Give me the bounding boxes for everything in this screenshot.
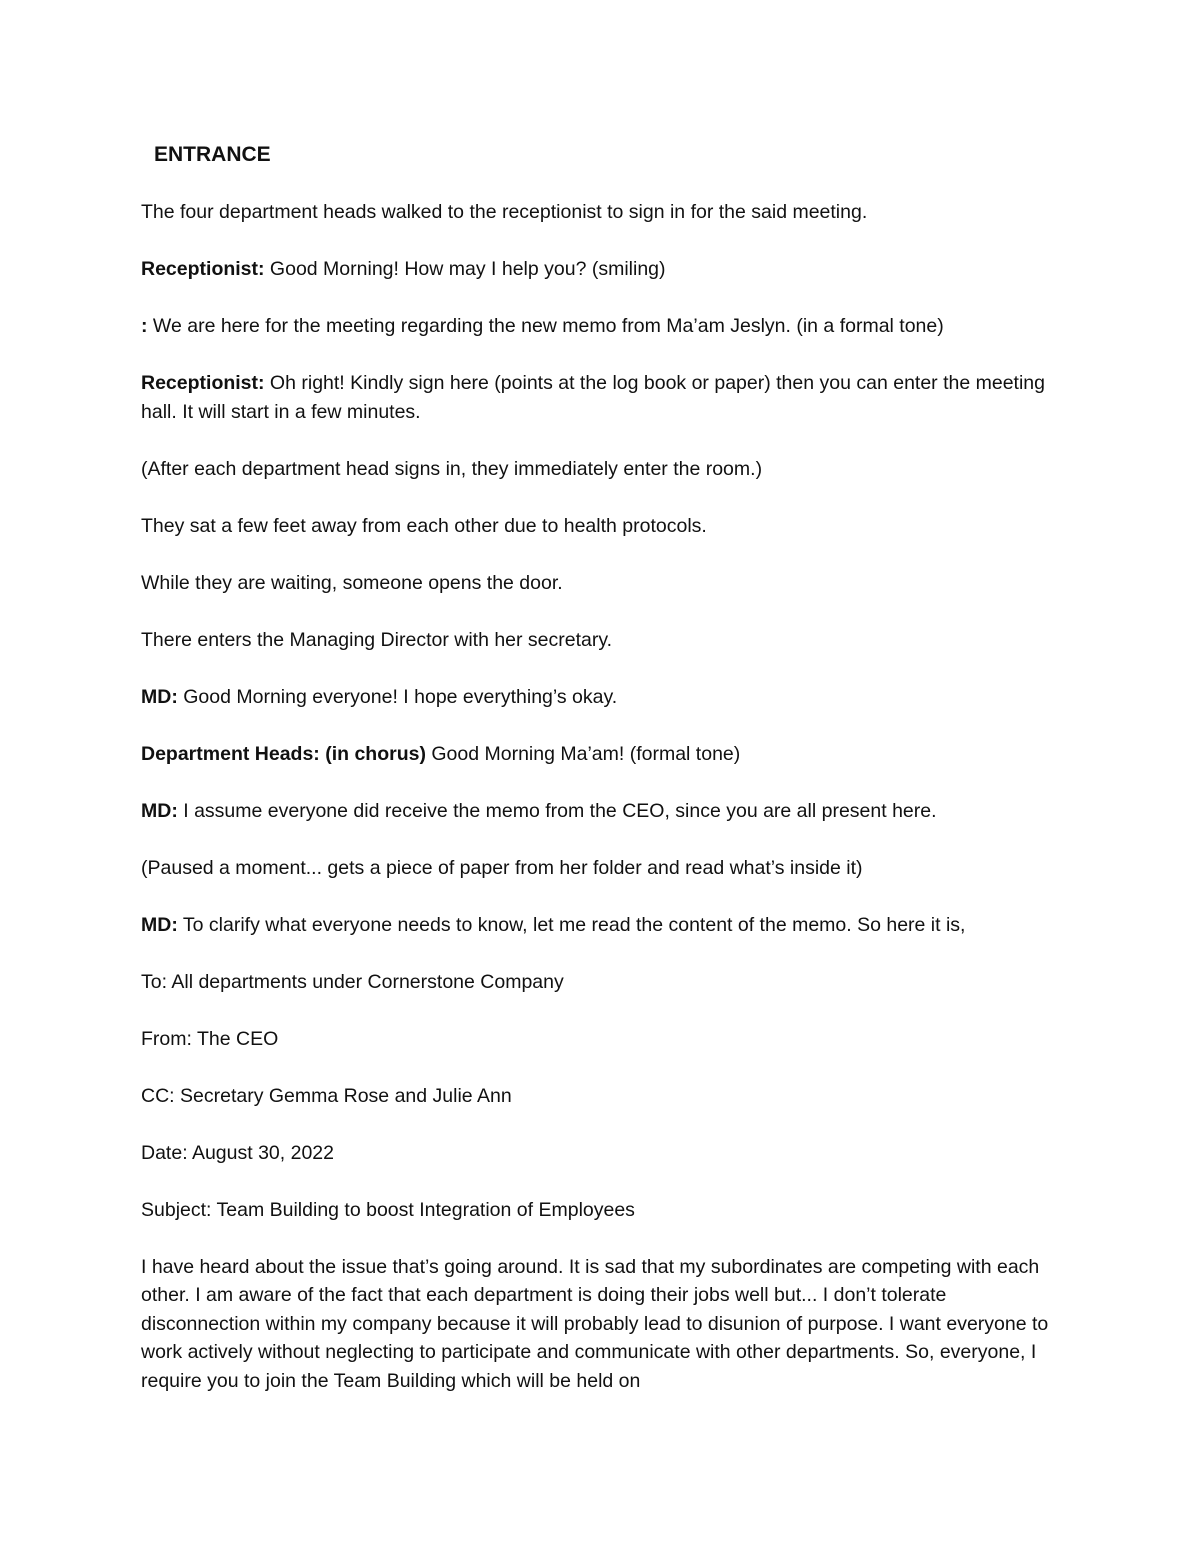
dialogue-text: To clarify what everyone needs to know, let me read the content of the memo. So here it is, — [177, 913, 966, 936]
speaker-label: MD: — [141, 913, 178, 936]
dialogue-text: Good Morning Ma’am! (formal tone) — [425, 742, 741, 765]
narration-text: The four department heads walked to the receptionist to sign in for the said meeting. — [141, 201, 868, 223]
dialogue-line-md — [141, 911, 1066, 940]
speaker-label: Receptionist: — [141, 258, 265, 280]
narration-paragraph — [141, 455, 1066, 484]
dialogue-text: We are here for the meeting regarding the new memo from Ma’am Jeslyn. (in a formal tone) — [147, 315, 944, 337]
dialogue-line-receptionist — [141, 369, 1066, 426]
memo-from-text: From: The CEO — [141, 1027, 279, 1050]
memo-to-line — [141, 968, 1066, 997]
dialogue-line-receptionist — [141, 255, 1066, 284]
memo-subject-text: Subject: Team Building to boost Integration of Employees — [141, 1198, 635, 1221]
dialogue-text: Good Morning everyone! I hope everything’s okay. — [177, 685, 618, 708]
document-content — [141, 140, 1066, 1395]
speaker-label: : — [141, 315, 148, 337]
memo-from-line — [141, 1025, 1066, 1054]
dialogue-text: Oh right! Kindly sign here (points at the log book or paper) then you can enter the meeting hall. It will start in a few minutes. — [141, 372, 1045, 423]
memo-subject-line — [141, 1196, 1066, 1225]
memo-date-line — [141, 1139, 1066, 1168]
narration-paragraph — [141, 569, 1066, 598]
narration-paragraph — [141, 626, 1066, 655]
memo-date-text: Date: August 30, 2022 — [141, 1141, 334, 1164]
narration-text: (After each department head signs in, they immediately enter the room.) — [141, 457, 763, 480]
memo-cc-text: CC: Secretary Gemma Rose and Julie Ann — [141, 1084, 512, 1107]
memo-to-text: To: All departments under Cornerstone Company — [141, 970, 564, 993]
narration-paragraph — [141, 512, 1066, 541]
narration-text: They sat a few feet away from each other due to health protocols. — [141, 514, 707, 537]
dialogue-line-department-heads — [141, 740, 1066, 769]
narration-text: (Paused a moment... gets a piece of paper from her folder and read what’s inside it) — [141, 856, 863, 879]
memo-body-text: I have heard about the issue that’s going around. It is sad that my subordinates are competing with each other. I am aware of the fact that each department is doing their jobs well but... I don’t tolerate disconnection within my company because it will probably lead to disunion of purpose. I want everyone to work actively without neglecting to participate and communicate with other departments. So, everyone, I require you to join the Team Building which will be held on — [141, 1255, 1049, 1392]
speaker-label: MD: — [141, 685, 178, 708]
section-heading: ENTRANCE — [154, 143, 271, 166]
speaker-label: MD: — [141, 799, 178, 822]
narration-paragraph — [141, 854, 1066, 883]
narration-text: While they are waiting, someone opens the door. — [141, 571, 563, 594]
dialogue-text: Good Morning! How may I help you? (smiling) — [264, 258, 666, 280]
dialogue-line-unnamed — [141, 312, 1066, 341]
dialogue-line-md — [141, 797, 1066, 826]
memo-cc-line — [141, 1082, 1066, 1111]
speaker-label: Receptionist: — [141, 372, 265, 394]
speaker-label: Department Heads: (in chorus) — [141, 742, 426, 765]
memo-body-paragraph — [141, 1253, 1066, 1396]
dialogue-line-md — [141, 683, 1066, 712]
narration-paragraph — [141, 198, 1066, 227]
dialogue-text: I assume everyone did receive the memo from the CEO, since you are all present here. — [177, 799, 937, 822]
narration-text: There enters the Managing Director with her secretary. — [141, 628, 613, 651]
